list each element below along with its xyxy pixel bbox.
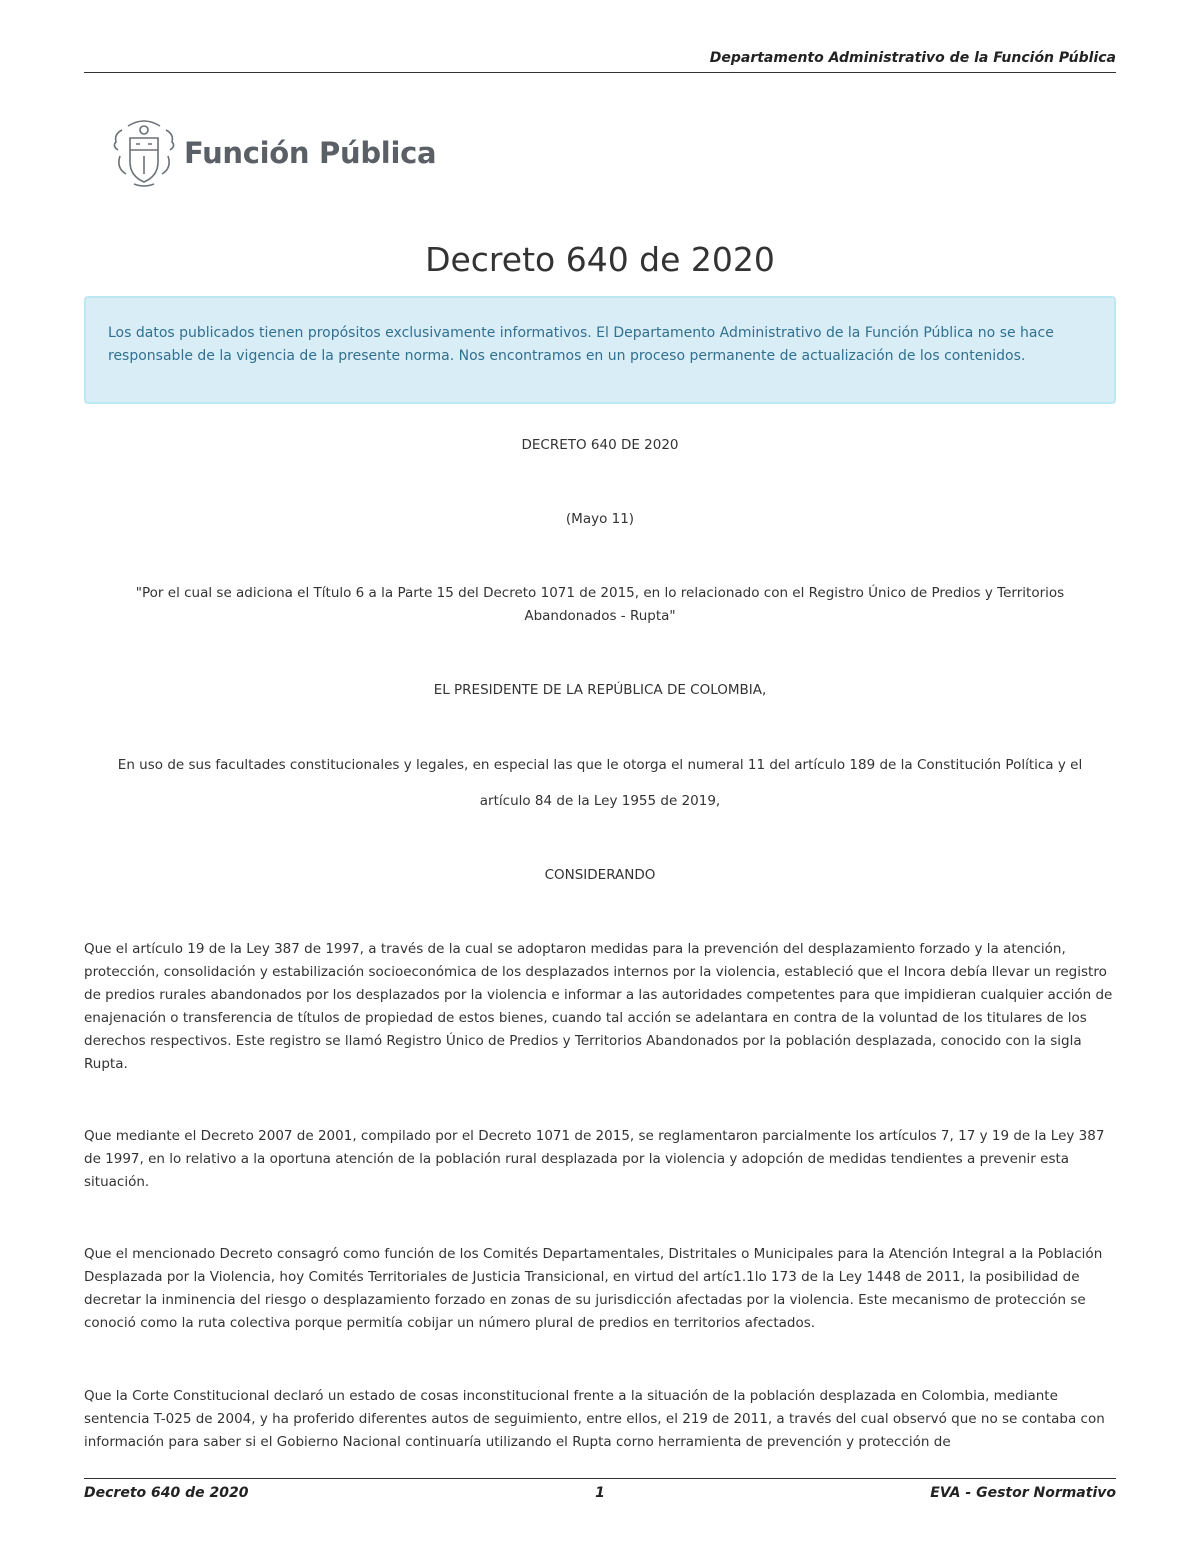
decree-subject: "Por el cual se adiciona el Título 6 a la Parte 15 del Decreto 1071 de 2015, en lo relacionado con el Registro Único de Predios y Territorios Abandonados - Rupta" xyxy=(135,585,1065,624)
considering-heading: CONSIDERANDO xyxy=(544,867,656,883)
header-divider xyxy=(84,72,1116,73)
footer-doc-name: Decreto 640 de 2020 xyxy=(84,1485,249,1501)
logo-text: Función Pública xyxy=(184,136,437,170)
info-notice xyxy=(84,296,1116,404)
paragraph: Que mediante el Decreto 2007 de 2001, compilado por el Decreto 1071 de 2015, se reglamentaron parcialmente los artículos 7, 17 y 19 de la Ley 387 de 1997, en lo relativo a la oportuna atención de la población rural desplazada por la violencia y adopción de medidas tendientes a prevenir esta situación. xyxy=(84,1128,1105,1190)
powers-line-1: En uso de sus facultades constitucionales y legales, en especial las que le otorga el numeral 11 del artículo 189 de la Constitución Política y el xyxy=(117,757,1083,773)
info-notice-text: Los datos publicados tienen propósitos exclusivamente informativos. El Departamento Administrativo de la Función Pública no se hace responsable de la vigencia de la presente norma. Nos encontramos en un proceso permanente de actualización de los contenidos. xyxy=(108,325,1054,364)
footer-system-name: EVA - Gestor Normativo xyxy=(930,1485,1116,1501)
coat-of-arms-icon xyxy=(108,116,180,190)
logo xyxy=(108,116,436,190)
paragraph: Que el mencionado Decreto consagró como función de los Comités Departamentales, Distritales o Municipales para la Atención Integral a la Población Desplazada por la Violencia, hoy Comités Territoriales de Justicia Transicional, en virtud del artíc1.1lo 173 de la Ley 1448 de 2011, la posibilidad de decretar la inminencia del riesgo o desplazamiento forzado en zonas de su jurisdicción afectadas por la violencia. Este mecanismo de protección se conoció como la ruta colectiva porque permitía cobijar un número plural de predios en territorios afectados. xyxy=(84,1246,1103,1331)
decree-date: (Mayo 11) xyxy=(565,511,635,527)
decree-issuer: EL PRESIDENTE DE LA REPÚBLICA DE COLOMBIA, xyxy=(433,682,767,698)
powers-line-2: artículo 84 de la Ley 1955 de 2019, xyxy=(479,793,721,809)
decree-heading: DECRETO 640 DE 2020 xyxy=(521,437,679,453)
document-title: Decreto 640 de 2020 xyxy=(425,240,775,279)
paragraph: Que el artículo 19 de la Ley 387 de 1997, a través de la cual se adoptaron medidas para la prevención del desplazamiento forzado y la atención, protección, consolidación y estabilización socioeconómica de los desplazados internos por la violencia, estableció que el Incora debía llevar un registro de predios rurales abandonados por los desplazados por la violencia e informar a las autoridades competentes para que impidieran cualquier acción de enajenación o transferencia de títulos de propiedad de estos bienes, cuando tal acción se adelantara en contra de la voluntad de los titulares de los derechos respectivos. Este registro se llamó Registro Único de Predios y Territorios Abandonados por la población desplazada, conocido con la sigla Rupta. xyxy=(84,941,1113,1072)
header-org-name: Departamento Administrativo de la Función Pública xyxy=(709,50,1116,66)
paragraph: Que la Corte Constitucional declaró un estado de cosas inconstitucional frente a la situación de la población desplazada en Colombia, mediante sentencia T-025 de 2004, y ha proferido diferentes autos de seguimiento, entre ellos, el 219 de 2011, a través del cual observó que no se contaba con información para saber si el Gobierno Nacional continuaría utilizando el Rupta corno herramienta de prevención y protección de xyxy=(84,1388,1105,1450)
footer-page-number: 1 xyxy=(595,1485,605,1501)
footer-divider xyxy=(84,1478,1116,1479)
